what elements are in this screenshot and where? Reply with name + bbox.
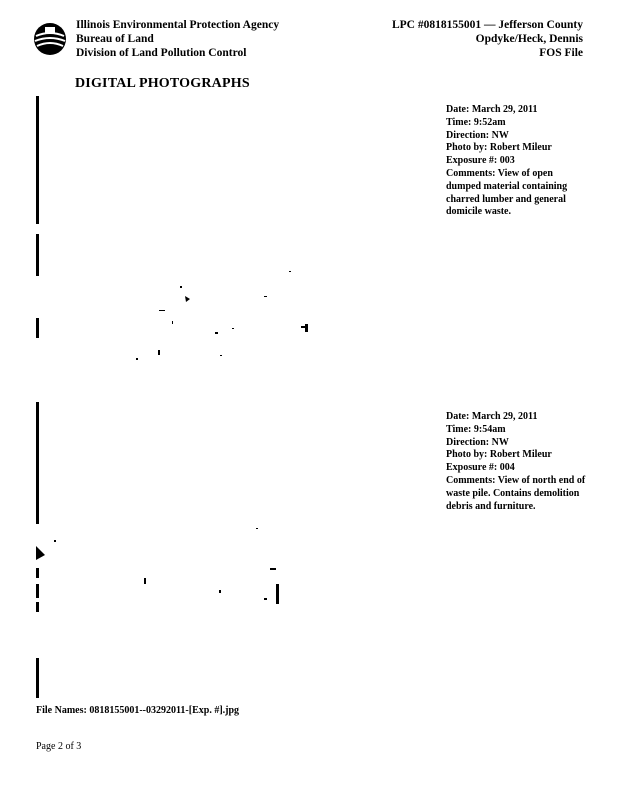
photo-2-comments: Comments: View of north end of waste pile. Contains demolition debris and furniture. [446, 474, 586, 512]
photo-1-comments: Comments: View of open dumped material containing charred lumber and general domicile waste. [446, 167, 568, 218]
photo-1-exposure: Exposure #: 003 [446, 155, 515, 167]
agency-block [76, 18, 279, 60]
case-names: Opdyke/Heck, Dennis [475, 33, 583, 45]
photo-2-photographer: Photo by: Robert Mileur [446, 449, 552, 461]
page-number: Page 2 of 3 [36, 741, 82, 752]
photo-2 [34, 400, 334, 700]
photo-1-direction: Direction: NW [446, 129, 509, 141]
case-number: LPC #0818155001 — Jefferson County [391, 19, 583, 31]
photo-1-caption [446, 104, 586, 219]
division-name: Division of Land Pollution Control [76, 47, 247, 59]
photo-2-exposure: Exposure #: 004 [446, 462, 515, 474]
case-info-block [392, 18, 583, 60]
agency-logo [33, 22, 67, 56]
photo-2-date: Date: March 29, 2011 [446, 411, 538, 422]
file-type: FOS File [539, 47, 583, 59]
page-title: DIGITAL PHOTOGRAPHS [75, 76, 250, 91]
photo-2-direction: Direction: NW [446, 436, 509, 448]
file-names: File Names: 0818155001--03292011-[Exp. #].jpg [36, 705, 240, 716]
bureau-name: Bureau of Land [76, 33, 154, 45]
photo-1 [34, 96, 334, 386]
photo-1-time: Time: 9:52am [446, 116, 506, 128]
photo-2-caption [446, 411, 586, 513]
photo-2-time: Time: 9:54am [446, 423, 506, 435]
photo-1-date: Date: March 29, 2011 [446, 104, 538, 115]
photo-1-photographer: Photo by: Robert Mileur [446, 142, 552, 154]
agency-name: Illinois Environmental Protection Agency [76, 19, 280, 31]
